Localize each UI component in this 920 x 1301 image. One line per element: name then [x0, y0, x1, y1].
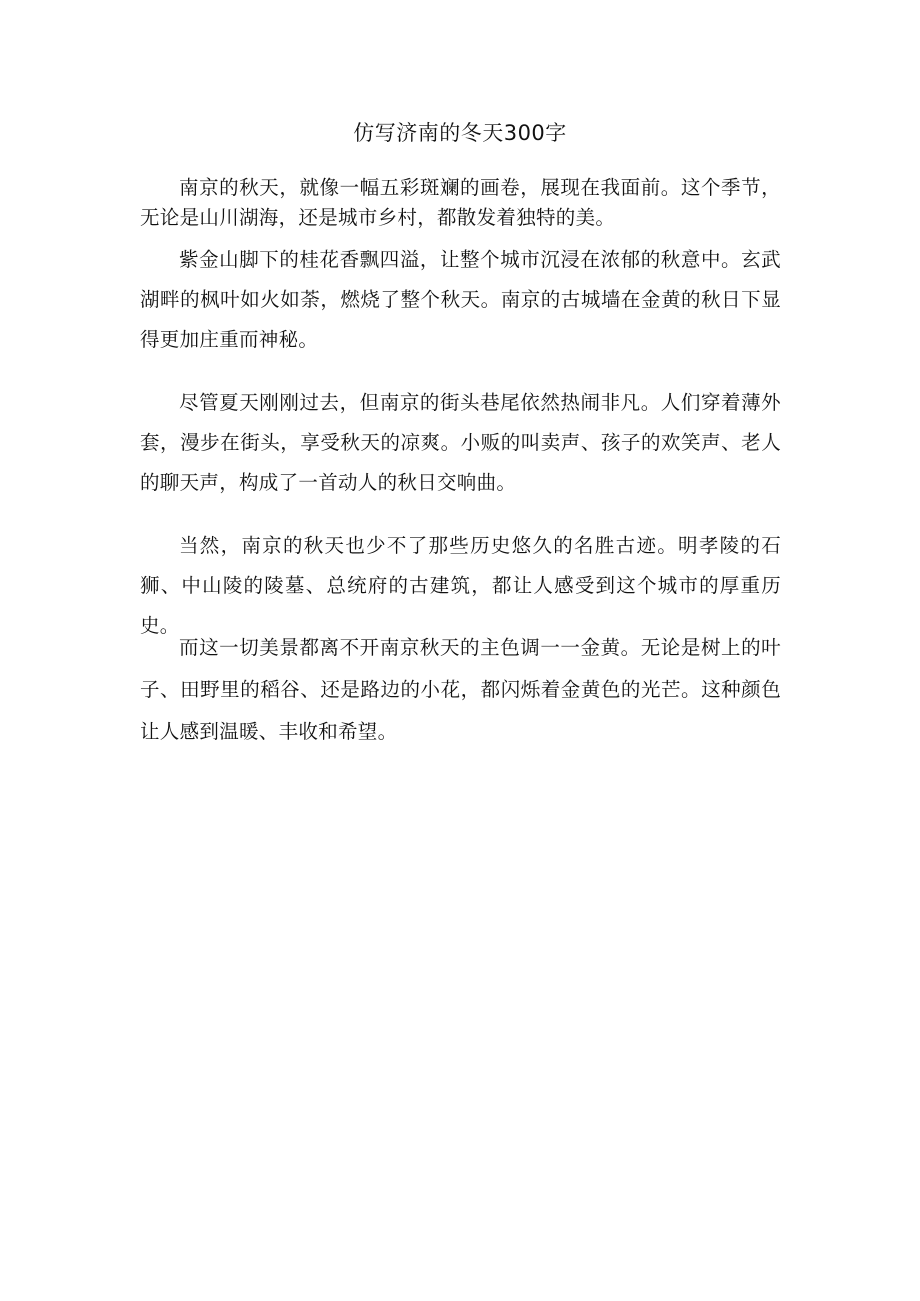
- paragraph-4: 当然，南京的秋天也少不了那些历史悠久的名胜古迹。明孝陵的石狮、中山陵的陵墓、总统府的古建筑，都让人感受到这个城市的厚重历史。: [140, 534, 781, 637]
- paragraph-3: 尽管夏天刚刚过去，但南京的街头巷尾依然热闹非凡。人们穿着薄外套，漫步在街头，享受秋天的凉爽。小贩的叫卖声、孩子的欢笑声、老人的聊天声，构成了一首动人的秋日交响曲。: [140, 391, 781, 494]
- document-title: 仿写济南的冬天300字: [353, 121, 567, 145]
- paragraph-1: 南京的秋天，就像一幅五彩斑斓的画卷，展现在我面前。这个季节，无论是山川湖海，还是城市乡村，都散发着独特的美。: [140, 176, 781, 229]
- paragraph-2: 紫金山脚下的桂花香飘四溢，让整个城市沉浸在浓郁的秋意中。玄武湖畔的枫叶如火如荼，燃烧了整个秋天。南京的古城墙在金黄的秋日下显得更加庄重而神秘。: [140, 248, 781, 351]
- paragraph-5: 而这一切美景都离不开南京秋天的主色调一一金黄。无论是树上的叶子、田野里的稻谷、还是路边的小花，都闪烁着金黄色的光芒。这种颜色让人感到温暖、丰收和希望。: [140, 636, 781, 743]
